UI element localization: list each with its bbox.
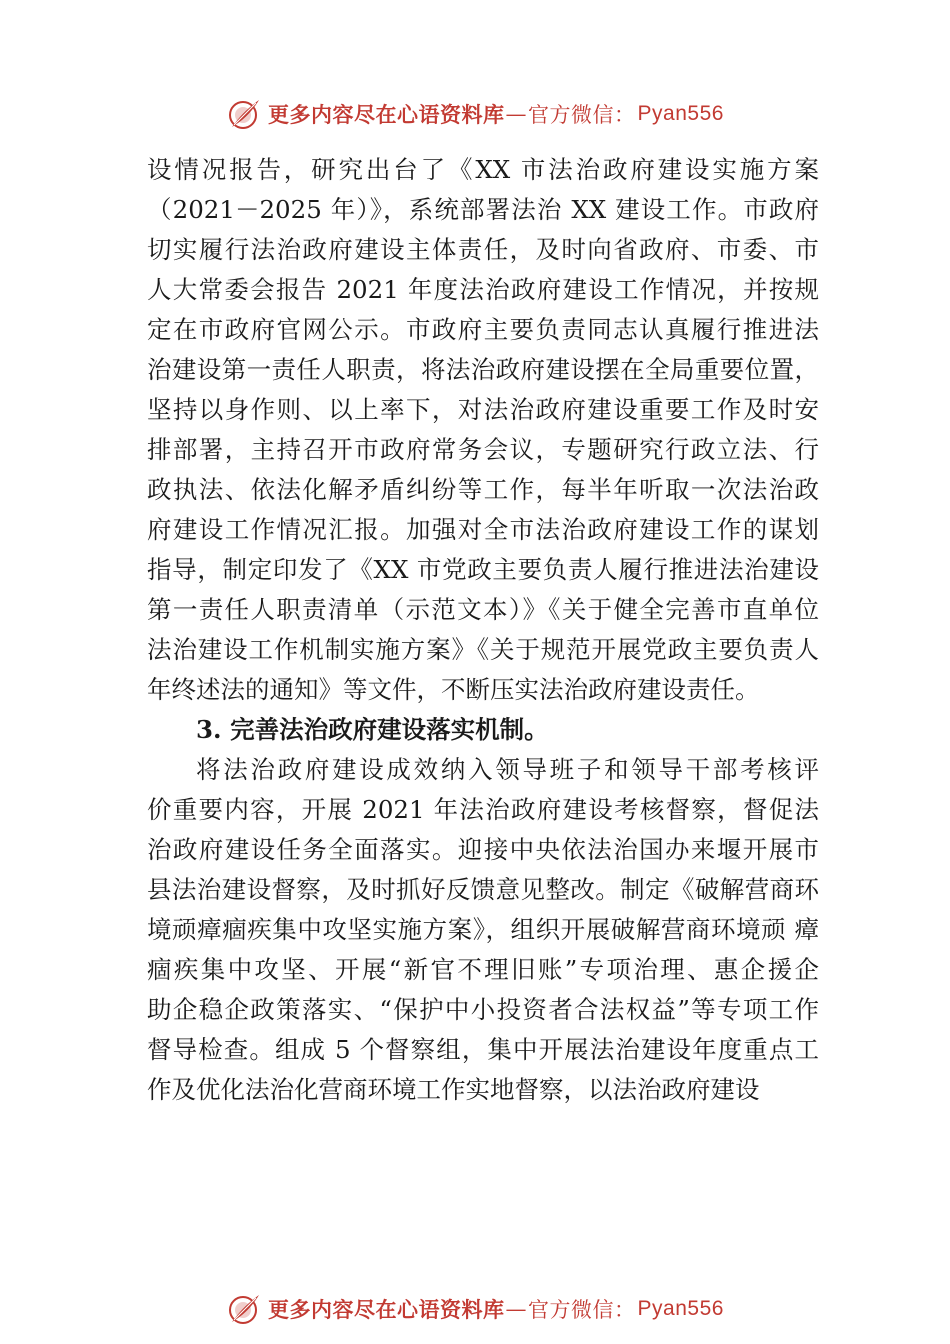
watermark-separator: — (505, 102, 528, 126)
text-line: 痼疾集中攻坚、开展“新官不理旧账”专项治理、惠企援企 (147, 955, 819, 984)
text-line: 年终述法的通知》等文件，不断压实法治政府建设责任。 (147, 675, 760, 704)
text-line: （2021－2025 年）》，系统部署法治 XX 建设工作。市政府 (147, 195, 819, 224)
watermark-id: Pyan556 (637, 1297, 724, 1320)
text-line: 排部署，主持召开市政府常务会议，专题研究行政立法、行 (147, 435, 819, 464)
watermark-separator: — (505, 1297, 528, 1321)
section-heading: 3. 完善法治政府建设落实机制。 (196, 715, 549, 744)
text-line: 治政府建设任务全面落实。迎接中央依法治国办来堰开展市 (147, 835, 819, 864)
text-line: 定在市政府官网公示。市政府主要负责同志认真履行推进法 (147, 315, 819, 344)
text-line: 价重要内容，开展 2021 年法治政府建设考核督察，督促法 (147, 795, 819, 824)
text-line: 作及优化法治化营商环境工作实地督察，以法治政府建设 (147, 1075, 760, 1104)
feather-logo-icon (226, 1291, 262, 1327)
text-line: 府建设工作情况汇报。加强对全市法治政府建设工作的谋划 (147, 515, 819, 544)
text-line: 坚持以身作则、以上率下，对法治政府建设重要工作及时安 (147, 395, 819, 424)
watermark-main-text: 更多内容尽在心语资料库 (268, 102, 505, 127)
paragraph-2 (147, 750, 819, 1110)
watermark-header (0, 94, 950, 134)
watermark-id: Pyan556 (637, 102, 724, 125)
text-line: 督导检查。组成 5 个督察组，集中开展法治建设年度重点工 (147, 1035, 819, 1064)
text-line: 人大常委会报告 2021 年度法治政府建设工作情况，并按规 (147, 275, 819, 304)
watermark-main-text: 更多内容尽在心语资料库 (268, 1297, 505, 1322)
text-line: 法治建设工作机制实施方案》《关于规范开展党政主要负责人 (147, 635, 819, 664)
paragraph-1 (147, 150, 819, 710)
feather-logo-icon (226, 96, 262, 132)
text-line: 县法治建设督察，及时抓好反馈意见整改。制定《破解营商环 (147, 875, 819, 904)
text-line: 境顽瘴痼疾集中攻坚实施方案》，组织开展破解营商环境顽 瘴 (147, 915, 819, 944)
text-line: 指导，制定印发了《XX 市党政主要负责人履行推进法治建设 (147, 555, 819, 584)
watermark-weixin-label: 官方微信： (528, 103, 636, 127)
watermark-footer (0, 1289, 950, 1329)
watermark-weixin-label: 官方微信： (528, 1298, 636, 1322)
text-line: 治建设第一责任人职责，将法治政府建设摆在全局重要位置， (147, 355, 819, 384)
text-line: 政执法、依法化解矛盾纠纷等工作，每半年听取一次法治政 (147, 475, 819, 504)
document-body (147, 150, 819, 1110)
text-line: 切实履行法治政府建设主体责任，及时向省政府、市委、市 (147, 235, 819, 264)
text-line: 设情况报告，研究出台了《XX 市法治政府建设实施方案 (147, 155, 819, 184)
text-line: 助企稳企政策落实、“保护中小投资者合法权益”等专项工作 (147, 995, 819, 1024)
text-line: 将法治政府建设成效纳入领导班子和领导干部考核评 (196, 755, 819, 784)
text-line: 第一责任人职责清单（示范文本）》《关于健全完善市直单位 (147, 595, 819, 624)
